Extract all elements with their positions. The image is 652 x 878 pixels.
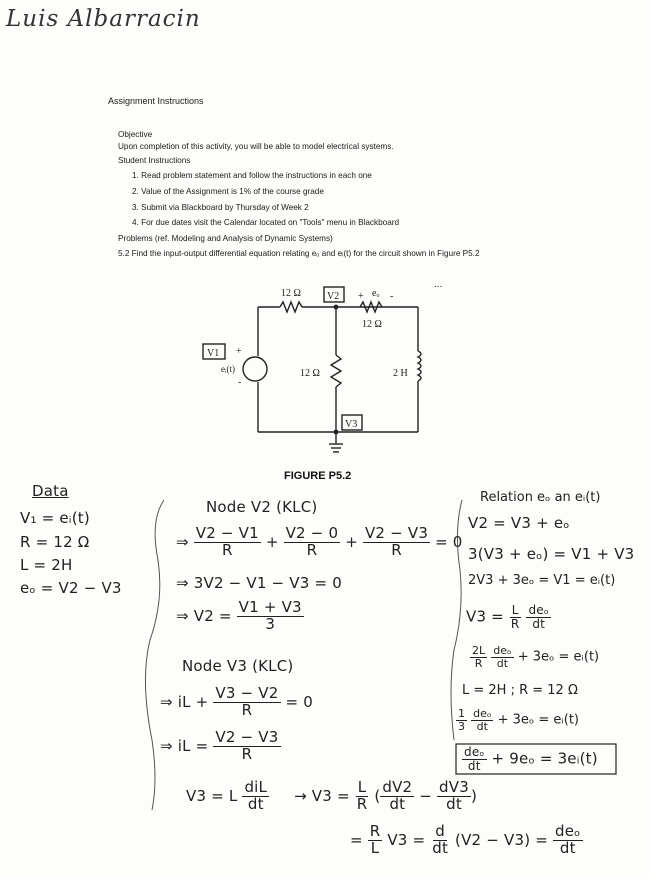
node-v2-eq2: ⇒ 3V2 − V1 − V3 = 0 bbox=[176, 574, 342, 592]
data-line-1: V₁ = eᵢ(t) bbox=[20, 509, 90, 527]
step-1: 1. Read problem statement and follow the instructions in each one bbox=[132, 171, 372, 180]
relation-title: Relation eₒ an eᵢ(t) bbox=[480, 490, 601, 505]
box-v1: V1 bbox=[207, 348, 220, 359]
relation-6: L = 2H ; R = 12 Ω bbox=[462, 683, 578, 698]
node-v3-eq2: ⇒ iL = $\frac{V2 - V3}{R}$ bbox=[160, 728, 279, 763]
source-plus: + bbox=[236, 346, 242, 357]
eo-label: eₒ bbox=[372, 288, 380, 299]
problems-line: Problems (ref. Modeling and Analysis of Dynamic Systems) bbox=[118, 234, 333, 243]
r-right-label: 12 Ω bbox=[362, 319, 382, 330]
step-4: 4. For due dates visit the Calendar located on "Tools" menu in Blackboard bbox=[132, 218, 400, 227]
node-v2-eq3: ⇒ V2 = $\frac{V1 + V3}{3}$ bbox=[176, 598, 302, 633]
data-line-3: L = 2H bbox=[20, 556, 73, 574]
data-line-2: R = 12 Ω bbox=[20, 533, 90, 551]
node-v3-eq4: = $\frac{R}{L}$ V3 = $\frac{d}{dt}$ (V2 − V3) = $\frac{\text{deₒ}}{dt}$ bbox=[350, 822, 581, 857]
problem-text: 5.2 Find the input-output differential equation relating eₒ and eᵢ(t) for the circuit shown in Figure P5.2 bbox=[118, 249, 480, 258]
box-v3: V3 bbox=[345, 419, 358, 430]
doc-heading: Assignment Instructions bbox=[108, 96, 204, 106]
objective-label: Objective bbox=[118, 130, 153, 139]
node-v3-eq1: ⇒ iL + $\frac{V3 - V2}{R}$ = 0 bbox=[160, 684, 313, 719]
signature: Luis Albarracin bbox=[6, 6, 201, 32]
step-2: 2. Value of the Assignment is 1% of the course grade bbox=[132, 187, 324, 196]
r-mid-label: 12 Ω bbox=[300, 368, 320, 379]
figure-dots: ... bbox=[434, 279, 443, 290]
node-v3-eq3: V3 = L $\frac{\text{diL}}{dt}$ → V3 = $\frac{L}{R}$ ( $\frac{dV2}{dt}$ − $\frac{dV3}{dt}$ ) bbox=[186, 778, 478, 813]
eo-plus: + bbox=[358, 291, 364, 302]
step-3: 3. Submit via Blackboard by Thursday of Week 2 bbox=[132, 203, 309, 212]
student-instructions-label: Student Instructions bbox=[118, 156, 191, 165]
source-minus: - bbox=[238, 377, 242, 388]
final-answer: $\frac{\text{deₒ}}{dt}$ + 9eₒ = 3eᵢ(t) bbox=[464, 745, 598, 773]
objective-text: Upon completion of this activity, you will be able to model electrical systems. bbox=[118, 142, 394, 151]
relation-4: V3 = $\frac{L}{R}$ $\frac{\text{deₒ}}{dt}$ bbox=[466, 603, 550, 631]
relation-2: 3(V3 + eₒ) = V1 + V3 bbox=[468, 545, 635, 563]
relation-1: V2 = V3 + eₒ bbox=[468, 514, 570, 532]
source-label: eᵢ(t) bbox=[221, 364, 235, 374]
figure-caption: FIGURE P5.2 bbox=[284, 470, 352, 482]
data-title: Data bbox=[32, 482, 69, 500]
node-v2-title: Node V2 (KLC) bbox=[206, 498, 318, 516]
node-v3-title: Node V3 (KLC) bbox=[182, 657, 294, 675]
eo-minus: - bbox=[390, 291, 394, 302]
box-v2: V2 bbox=[327, 291, 340, 302]
brace bbox=[145, 500, 164, 810]
data-line-4: eₒ = V2 − V3 bbox=[20, 579, 122, 597]
r-top-label: 12 Ω bbox=[281, 288, 301, 299]
inductor-label: 2 H bbox=[393, 368, 408, 379]
relation-3: 2V3 + 3eₒ = V1 = eᵢ(t) bbox=[468, 573, 616, 588]
node-v2-eq1: ⇒ $\frac{V2 - V1}{R}$ + $\frac{V2 - 0}{R}$ + $\frac{V2 - V3}{R}$ = 0 bbox=[176, 524, 463, 559]
relation-5: $\frac{2L}{R}$ $\frac{\text{deₒ}}{dt}$ + 3eₒ = eᵢ(t) bbox=[472, 644, 600, 670]
relation-7: $\frac{1}{3}$ $\frac{\text{deₒ}}{dt}$ + 3eₒ = eᵢ(t) bbox=[458, 707, 579, 733]
